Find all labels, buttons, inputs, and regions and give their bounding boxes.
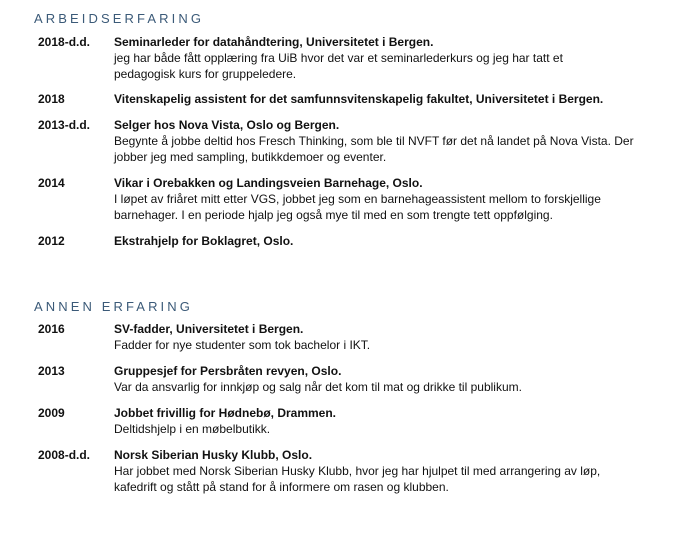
entry-body <box>114 34 654 82</box>
entry-year: 2018 <box>38 92 65 106</box>
entry-body <box>114 321 654 353</box>
section-title-work: ARBEIDSERFARING <box>34 11 205 26</box>
entry-year: 2009 <box>38 406 65 420</box>
entry-description-line: barnehager. I en periode hjalp jeg også mye til med en som trengte tett oppfølging. <box>114 208 553 222</box>
entry-role: Jobbet frivillig for Hødnebø, Drammen. <box>114 406 337 420</box>
entry-description-line: Deltidshjelp i en møbelbutikk. <box>114 422 271 436</box>
entry-year: 2018-d.d. <box>38 35 91 49</box>
entry-year: 2008-d.d. <box>38 448 91 462</box>
entry-description-line: pedagogisk kurs for gruppeledere. <box>114 67 297 81</box>
entry-role: Vitenskapelig assistent for det samfunnsvitenskapelig fakultet, Universitetet i Bergen. <box>114 92 604 106</box>
entry-year: 2013 <box>38 364 65 378</box>
entry-role: Selger hos Nova Vista, Oslo og Bergen. <box>114 118 340 132</box>
entry-description-line: kafedrift og stått på stand for å informere om rasen og klubben. <box>114 480 449 494</box>
entry-year: 2016 <box>38 322 65 336</box>
entry-role: Norsk Siberian Husky Klubb, Oslo. <box>114 448 313 462</box>
entry-description-line: jeg har både fått opplæring fra UiB hvor det var et seminarlederkurs og jeg har tatt et <box>114 51 563 65</box>
entry-body <box>114 363 654 395</box>
entry-body <box>114 91 654 107</box>
section-title-other: ANNEN ERFARING <box>34 299 193 314</box>
entry-role: Vikar i Orebakken og Landingsveien Barnehage, Oslo. <box>114 176 423 190</box>
entry-description-line: I løpet av friåret mitt etter VGS, jobbet jeg som en barnehageassistent mellom to forskjellige <box>114 192 601 206</box>
entry-year: 2012 <box>38 234 65 248</box>
entry-description-line: Har jobbet med Norsk Siberian Husky Klubb, hvor jeg har hjulpet til med arrangering av løp, <box>114 464 601 478</box>
entry-description-line: Var da ansvarlig for innkjøp og salg når det kom til mat og drikke til publikum. <box>114 380 522 394</box>
entry-description-line: Begynte å jobbe deltid hos Fresch Thinking, som ble til NVFT før det nå landet på Nova Vista. Der <box>114 134 634 148</box>
entry-body <box>114 233 654 249</box>
entry-role: Seminarleder for datahåndtering, Universitetet i Bergen. <box>114 35 434 49</box>
entry-body <box>114 447 654 495</box>
entry-body <box>114 405 654 437</box>
entry-body <box>114 175 654 223</box>
entry-role: Gruppesjef for Persbråten revyen, Oslo. <box>114 364 342 378</box>
entry-role: Ekstrahjelp for Boklagret, Oslo. <box>114 234 294 248</box>
entry-year: 2013-d.d. <box>38 118 91 132</box>
entry-year: 2014 <box>38 176 65 190</box>
entry-role: SV-fadder, Universitetet i Bergen. <box>114 322 304 336</box>
entry-body <box>114 117 654 165</box>
entry-description-line: Fadder for nye studenter som tok bachelor i IKT. <box>114 338 371 352</box>
entry-description-line: jobber jeg med sampling, butikkdemoer og eventer. <box>114 150 387 164</box>
